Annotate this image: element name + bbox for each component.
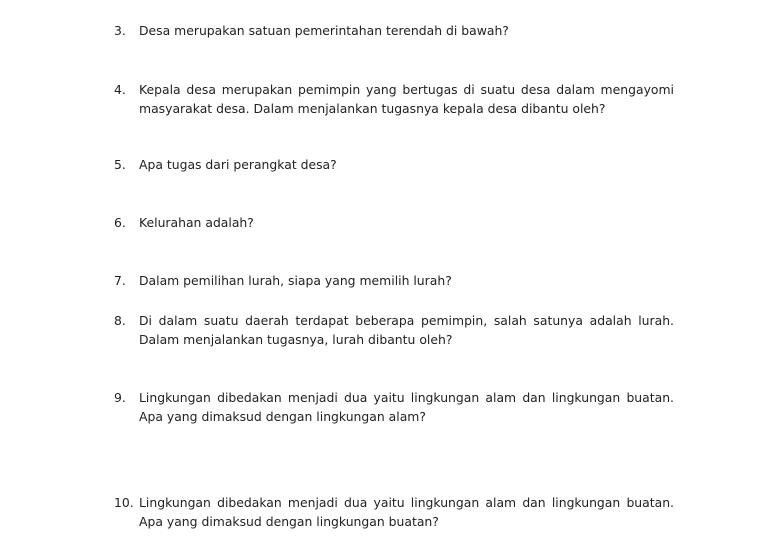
- question-item-4: [114, 80, 674, 118]
- question-text: Desa merupakan satuan pemerintahan terendah di bawah?: [139, 23, 509, 38]
- question-text: Lingkungan dibedakan menjadi dua yaitu lingkungan alam dan lingkungan buatan. Apa yang dimaksud dengan lingkungan alam?: [139, 390, 674, 424]
- question-number: 8.: [114, 313, 126, 328]
- question-item-10: [114, 493, 674, 531]
- question-text: Di dalam suatu daerah terdapat beberapa pemimpin, salah satunya adalah lurah. Dalam menjalankan tugasnya, lurah dibantu oleh?: [139, 313, 674, 347]
- question-text: Lingkungan dibedakan menjadi dua yaitu lingkungan alam dan lingkungan buatan. Apa yang dimaksud dengan lingkungan buatan?: [139, 495, 674, 529]
- question-number: 10.: [114, 495, 134, 510]
- question-text: Apa tugas dari perangkat desa?: [139, 157, 337, 172]
- question-number: 6.: [114, 215, 126, 230]
- question-number: 7.: [114, 273, 126, 288]
- question-number: 5.: [114, 157, 126, 172]
- question-item-5: [114, 155, 674, 174]
- question-number: 4.: [114, 82, 126, 97]
- question-item-9: [114, 388, 674, 426]
- question-item-6: [114, 213, 674, 232]
- question-number: 9.: [114, 390, 126, 405]
- question-item-7: [114, 271, 674, 290]
- question-number: 3.: [114, 23, 126, 38]
- question-item-8: [114, 311, 674, 349]
- question-text: Kelurahan adalah?: [139, 215, 254, 230]
- question-item-3: [114, 21, 674, 40]
- question-text: Dalam pemilihan lurah, siapa yang memilih lurah?: [139, 273, 452, 288]
- question-text: Kepala desa merupakan pemimpin yang bertugas di suatu desa dalam mengayomi masyarakat desa. Dalam menjalankan tugasnya kepala desa dibantu oleh?: [139, 82, 674, 116]
